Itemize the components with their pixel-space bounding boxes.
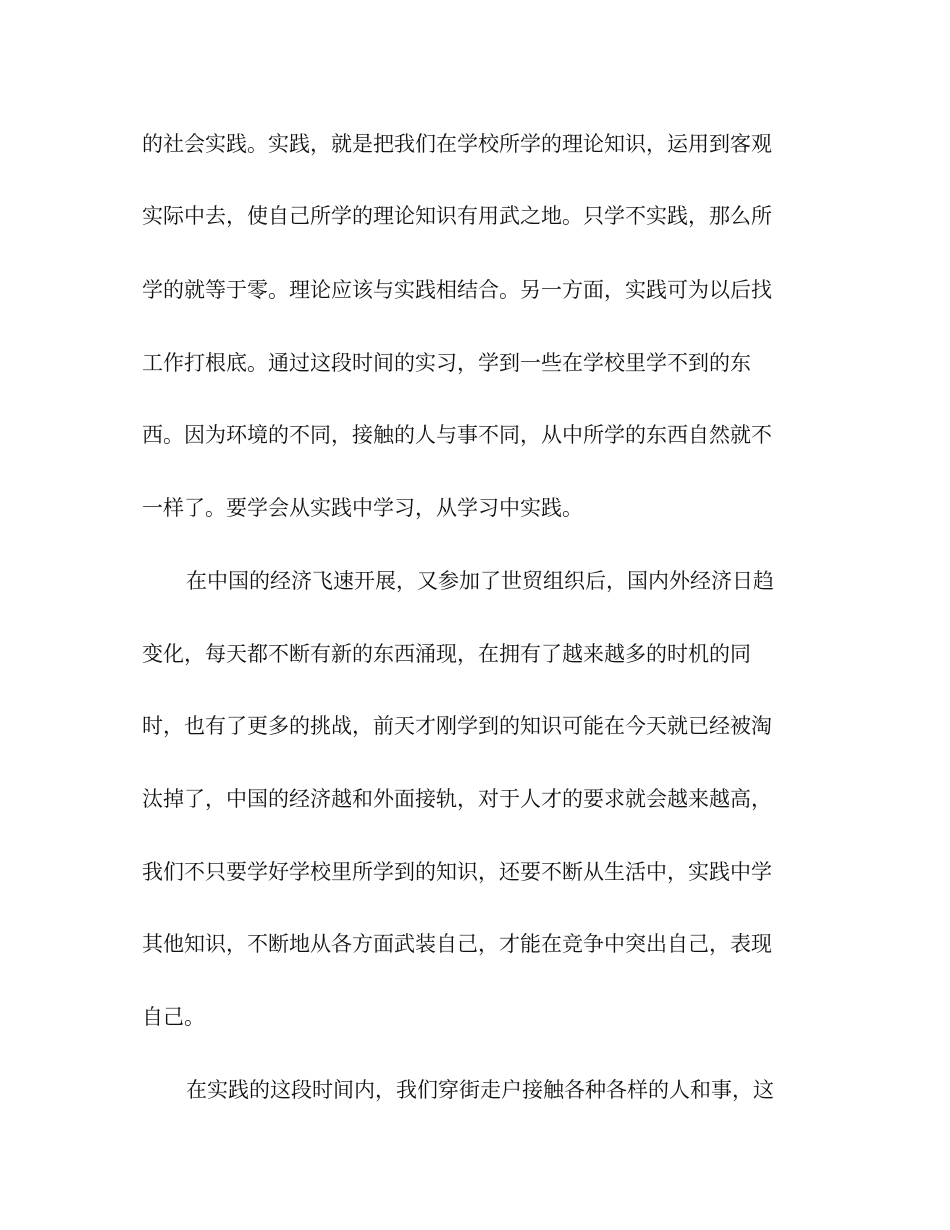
paragraph-line: 其他知识，不断地从各方面武装自己，才能在竞争中突出自己，表现 <box>142 932 772 956</box>
paragraph-line: 一样了。要学会从实践中学习，从学习中实践。 <box>142 496 583 520</box>
paragraph-line: 实际中去，使自己所学的理论知识有用武之地。只学不实践，那么所 <box>142 204 772 228</box>
paragraph-line: 汰掉了，中国的经济越和外面接轨，对于人才的要求就会越来越高， <box>142 787 772 811</box>
paragraph-line: 变化，每天都不断有新的东西涌现，在拥有了越来越多的时机的同 <box>142 642 751 666</box>
paragraph-line: 自己。 <box>142 1005 205 1029</box>
paragraph-line: 的社会实践。实践，就是把我们在学校所学的理论知识，运用到客观 <box>142 132 772 156</box>
paragraph-line: 工作打根底。通过这段时间的实习，学到一些在学校里学不到的东 <box>142 351 751 375</box>
paragraph-line: 在中国的经济飞速开展，又参加了世贸组织后，国内外经济日趋 <box>186 569 774 593</box>
paragraph-line: 学的就等于零。理论应该与实践相结合。另一方面，实践可为以后找 <box>142 278 772 302</box>
paragraph-line: 西。因为环境的不同，接触的人与事不同，从中所学的东西自然就不 <box>142 423 772 447</box>
paragraph-line: 在实践的这段时间内，我们穿街走户接触各种各样的人和事，这 <box>186 1078 774 1102</box>
paragraph-line: 时，也有了更多的挑战，前天才刚学到的知识可能在今天就已经被淘 <box>142 714 772 738</box>
paragraph-line: 我们不只要学好学校里所学到的知识，还要不断从生活中，实践中学 <box>142 860 772 884</box>
